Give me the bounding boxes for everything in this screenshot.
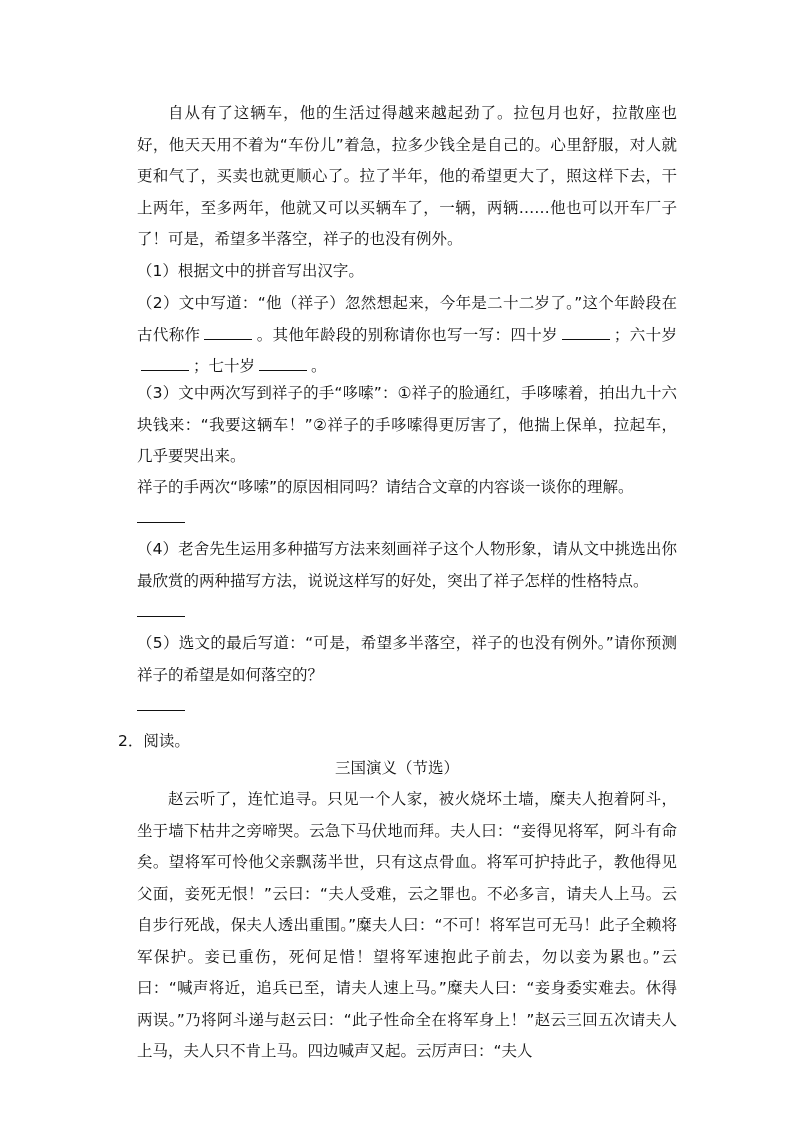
question-2-text-e: 。 xyxy=(311,357,327,375)
answer-line[interactable] xyxy=(137,710,185,711)
answer-blank[interactable] xyxy=(204,325,252,340)
question-3: （3）文中两次写到祥子的手“哆嗦”：①祥子的脸通红，手哆嗦着，拍出九十六块钱来：“我要这辆车！”②祥子的手哆嗦得更厉害了，他揣上保单，拉起车，几乎要哭出来。 xyxy=(137,384,677,465)
section-2-text: 赵云听了，连忙追寻。只见一个人家，被火烧坏土墙，糜夫人抱着阿斗，坐于墙下枯井之旁啼哭。云急下马伏地而拜。夫人曰：“妾得见将军，阿斗有命矣。望将军可怜他父亲飘荡半世，只有这点骨血。将军可护持此子，教他得见父面，妾死无恨！”云曰：“夫人受难，云之罪也。不必多言，请夫人上马。云自步行死战，保夫人透出重围。”糜夫人曰：“不可！将军岂可无马！此子全赖将军保护。妾已重伤，死何足惜！望将军速抱此子前去，勿以妾为累也。”云曰：“喊声将近，追兵已至，请夫人速上马。”糜夫人曰：“妾身委实难去。休得两误。”乃将阿斗递与赵云曰：“此子性命全在将军身上！”赵云三回五次请夫人上马，夫人只不肯上马。四边喊声又起。云厉声曰：“夫人 xyxy=(137,790,677,1060)
passage1-paragraph1: 自从有了这辆车，他的生活过得越来越起劲了。拉包月也好，拉散座也好，他天天用不着为“车份儿”着急，拉多少钱全是自己的。心里舒服，对人就更和气了，买卖也就更顺心了。拉了半年，他的希望更大了，照这样下去，干上两年，至多两年，他就又可以买辆车了，一辆，两辆……他也可以开车厂子了！ xyxy=(137,104,677,248)
answer-line[interactable] xyxy=(137,616,185,617)
question-5: （5）选文的最后写道：“可是，希望多半落空，祥子的也没有例外。”请你预测祥子的希望是如何落空的？ xyxy=(137,634,677,684)
question-2-text-b: 。其他年龄段的别称请你也写一写：四十岁 xyxy=(256,325,558,344)
answer-blank[interactable] xyxy=(562,325,610,340)
answer-line[interactable] xyxy=(137,522,185,523)
question-1: （1）根据文中的拼音写出汉字。 xyxy=(137,262,364,280)
question-3-ask: 祥子的手两次“哆嗦”的原因相同吗？请结合文章的内容谈一谈你的理解。 xyxy=(137,478,634,496)
question-4: （4）老舍先生运用多种描写方法来刻画祥子这个人物形象，请从文中挑选出你最欣赏的两种描写方法，说说这样写的好处，突出了祥子怎样的性格特点。 xyxy=(137,540,677,590)
question-2 xyxy=(137,288,677,383)
question-2-text-a: （2）文中写道：“他（祥子）忽然想起来，今年是二十二岁了。”这个年龄段在古代称作 xyxy=(137,294,677,344)
passage1-paragraph2: 可是，希望多半落空，祥子的也没有例外。 xyxy=(168,230,463,248)
answer-blank[interactable] xyxy=(259,356,307,371)
answer-blank[interactable] xyxy=(141,356,189,371)
question-2-text-d: ；七十岁 xyxy=(193,357,256,375)
question-2-text-c: ；六十岁 xyxy=(613,325,677,344)
section-2-number: 2．阅读。 xyxy=(118,732,190,750)
section-2-title: 三国演义（节选） xyxy=(334,759,459,777)
